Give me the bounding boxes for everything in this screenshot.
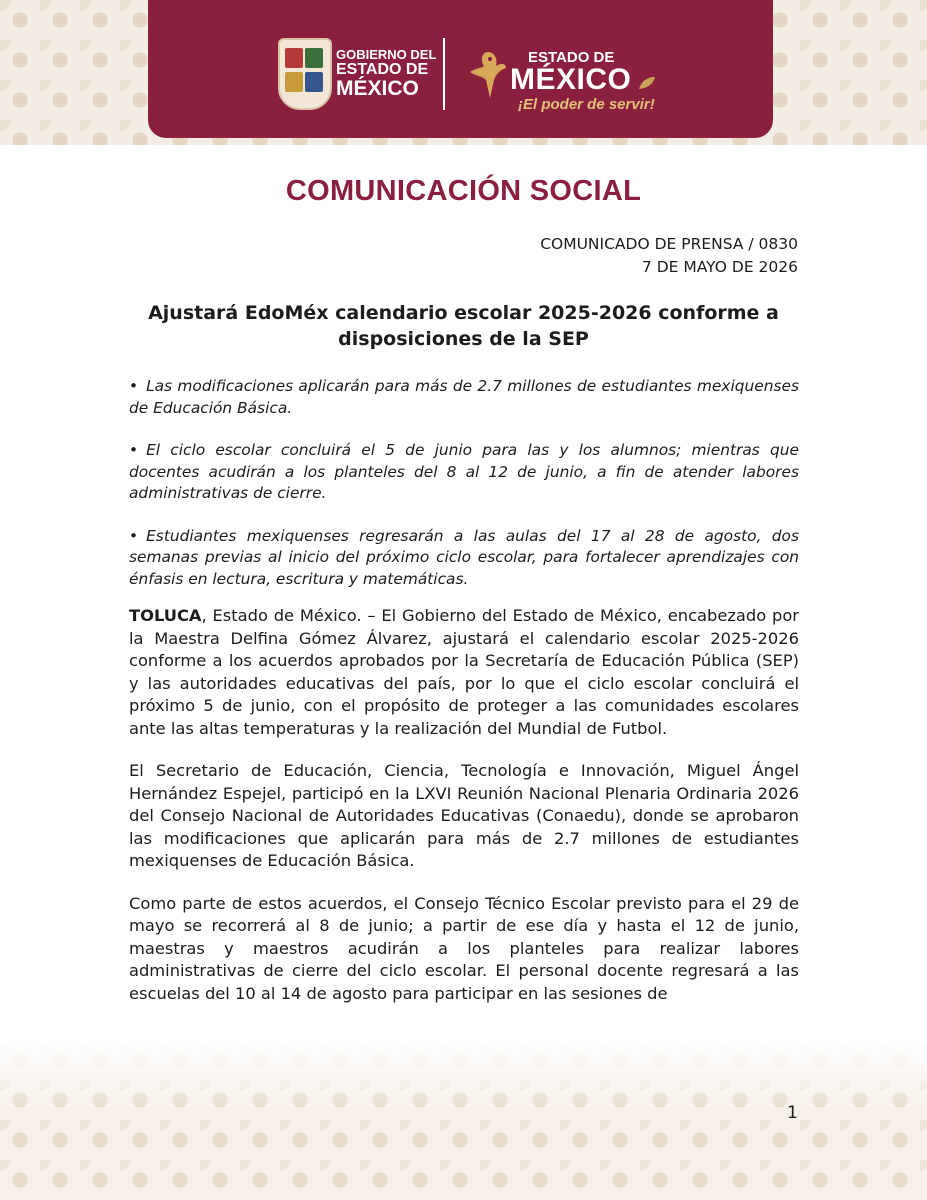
dateline-city: TOLUCA <box>129 606 202 625</box>
bullet-dot-icon: • <box>129 377 139 395</box>
leaf-icon <box>638 76 656 90</box>
body-paragraph-2: El Secretario de Educación, Ciencia, Tecnología e Innovación, Miguel Ángel Hernández Espejel, participó en la LXVI Reunión Nacional Plenaria Ordinaria 2026 del Consejo Nacional de Autoridades Educativas (Conaedu), donde se aprobaron las modificaciones que aplicarán para más de 2.7 millones de estudiantes mexiquenses de Educación Básica. <box>129 761 799 871</box>
paragraph-text: , Estado de México. – El Gobierno del Estado de México, encabezado por la Maestra Delfina Gómez Álvarez, ajustará el calendario escolar 2025-2026 conforme a los acuerdos aprobados por la Secretaría de Educación Pública (SEP) y las autoridades educativas del país, por lo que el ciclo escolar concluirá el próximo 5 de junio, con el propósito de proteger a las comunidades escolares ante las altas temperaturas y la realización del Mundial de Futbol. <box>129 606 799 738</box>
bullet-text: El ciclo escolar concluirá el 5 de junio para las y los alumnos; mientras que docentes acudirán a los planteles del 8 al 12 de junio, a fin de atender labores administrativas de cierre. <box>129 441 799 502</box>
bullet-dot-icon: • <box>129 441 139 459</box>
article-body <box>129 605 799 1025</box>
summary-bullet-1 <box>129 376 799 419</box>
header-banner <box>148 0 773 138</box>
gov-line-2: ESTADO DE <box>336 60 429 78</box>
header-divider <box>443 38 445 110</box>
headline: Ajustará EdoMéx calendario escolar 2025-2026 conforme a disposiciones de la SEP <box>148 302 779 350</box>
government-name <box>336 48 436 100</box>
bullet-text: Estudiantes mexiquenses regresarán a las aulas del 17 al 28 de agosto, dos semanas previas al inicio del próximo ciclo escolar, para fortalecer aprendizajes con énfasis en lectura, escritura y matemáticas. <box>129 526 799 588</box>
hummingbird-logo-icon <box>468 46 508 100</box>
brand-name <box>510 50 655 112</box>
slogan: ¡El poder de servir! <box>518 96 655 113</box>
page-number: 1 <box>787 1103 798 1123</box>
body-paragraph-3: Como parte de estos acuerdos, el Consejo Técnico Escolar previsto para el 29 de mayo se recorrerá al 8 de junio; a partir de ese día y hasta el 12 de junio, maestras y maestros acudirán a los planteles para realizar labores administrativas de cierre del ciclo escolar. El personal docente regresará a las escuelas del 10 al 14 de agosto para participar en las sesiones de <box>129 893 799 1003</box>
brand-line-2: MÉXICO <box>510 63 632 96</box>
page-title: COMUNICACIÓN SOCIAL <box>285 175 642 207</box>
summary-bullets <box>129 376 799 611</box>
summary-bullet-3 <box>129 526 799 591</box>
brand-line-1: ESTADO DE <box>528 49 615 66</box>
bullet-text: Las modificaciones aplicarán para más de 2.7 millones de estudiantes mexiquenses de Educación Básica. <box>129 377 799 417</box>
body-paragraph-1 <box>129 605 799 741</box>
press-release-date: 7 DE MAYO DE 2026 <box>641 258 798 276</box>
gov-line-1: GOBIERNO DEL <box>336 47 437 62</box>
gov-line-3: MÉXICO <box>336 77 419 101</box>
state-coat-of-arms-icon <box>278 38 332 110</box>
summary-bullet-2 <box>129 440 799 505</box>
press-release-reference <box>540 233 798 279</box>
press-release-number: COMUNICADO DE PRENSA / 0830 <box>540 235 798 253</box>
bullet-dot-icon: • <box>129 526 139 545</box>
